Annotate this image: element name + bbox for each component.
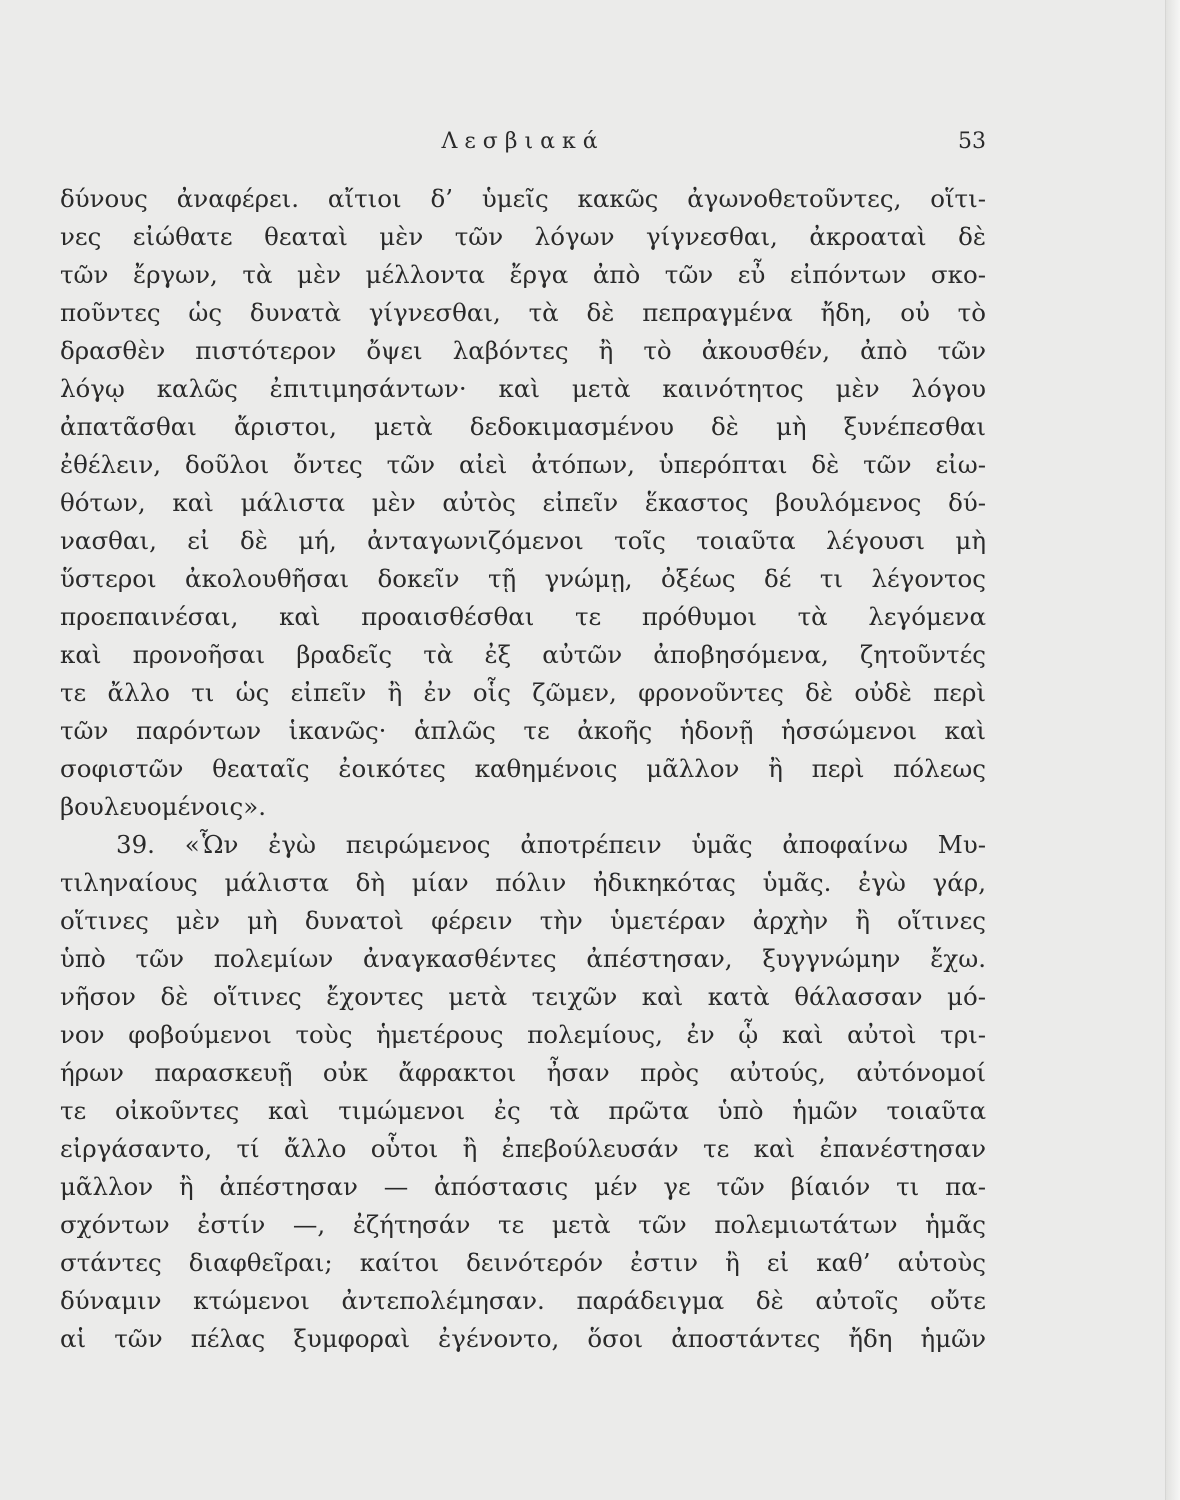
text-line: τιληναίους μάλιστα δὴ μίαν πόλιν ἠδικηκότας ὑμᾶς. ἐγὼ γάρ, [60, 868, 986, 897]
text-line: θότων, καὶ μάλιστα μὲν αὐτὸς εἰπεῖν ἕκαστος βουλόμενος δύ- [60, 488, 986, 517]
text-line-paragraph-end: βουλευομένοις». [60, 792, 267, 821]
text-line: καὶ προνοῆσαι βραδεῖς τὰ ἐξ αὐτῶν ἀποβησόμενα, ζητοῦντές [60, 640, 986, 669]
body-text [60, 180, 986, 1358]
text-line: ἀπατᾶσθαι ἄριστοι, μετὰ δεδοκιμασμένου δὲ μὴ ξυνέπεσθαι [60, 412, 986, 441]
text-line: δύνους ἀναφέρει. αἴτιοι δ’ ὑμεῖς κακῶς ἀγωνοθετοῦντες, οἵτι- [60, 184, 986, 213]
page-number: 53 [958, 129, 986, 154]
text-line: νον φοβούμενοι τοὺς ἡμετέρους πολεμίους, ἐν ᾧ καὶ αὐτοὶ τρι- [60, 1020, 986, 1049]
text-line: ἐθέλειν, δοῦλοι ὄντες τῶν αἰεὶ ἀτόπων, ὑπερόπται δὲ τῶν εἰω- [60, 450, 986, 479]
text-line: σοφιστῶν θεαταῖς ἐοικότες καθημένοις μᾶλλον ἢ περὶ πόλεως [60, 754, 986, 783]
text-line: νῆσον δὲ οἵτινες ἔχοντες μετὰ τειχῶν καὶ κατὰ θάλασσαν μό- [60, 982, 986, 1011]
text-line: τῶν παρόντων ἱκανῶς· ἁπλῶς τε ἀκοῆς ἡδονῇ ἡσσώμενοι καὶ [60, 716, 986, 745]
text-line: δρασθὲν πιστότερον ὄψει λαβόντες ἢ τὸ ἀκουσθέν, ἀπὸ τῶν [60, 336, 986, 365]
text-line: ὑπὸ τῶν πολεμίων ἀναγκασθέντες ἀπέστησαν, ξυγγνώμην ἔχω. [60, 944, 986, 973]
running-title: Λεσβιακά [441, 129, 605, 154]
page-edge [1165, 0, 1180, 1500]
text-line: ὕστεροι ἀκολουθῆσαι δοκεῖν τῇ γνώμῃ, ὀξέως δέ τι λέγοντος [60, 564, 986, 593]
text-line: στάντες διαφθεῖραι; καίτοι δεινότερόν ἐστιν ἢ εἰ καθ’ αὑτοὺς [60, 1248, 986, 1277]
text-line: προεπαινέσαι, καὶ προαισθέσθαι τε πρόθυμοι τὰ λεγόμενα [60, 602, 986, 631]
text-line: δύναμιν κτώμενοι ἀντεπολέμησαν. παράδειγμα δὲ αὐτοῖς οὔτε [60, 1286, 986, 1315]
text-line: τε οἰκοῦντες καὶ τιμώμενοι ἐς τὰ πρῶτα ὑπὸ ἡμῶν τοιαῦτα [60, 1096, 986, 1125]
text-line: ήρων παρασκευῇ οὐκ ἄφρακτοι ἦσαν πρὸς αὐτούς, αὐτόνομοί [60, 1058, 986, 1087]
text-line: τε ἄλλο τι ὡς εἰπεῖν ἢ ἐν οἷς ζῶμεν, φρονοῦντες δὲ οὐδὲ περὶ [60, 678, 986, 707]
text-line: τῶν ἔργων, τὰ μὲν μέλλοντα ἔργα ἀπὸ τῶν εὖ εἰπόντων σκο- [60, 260, 986, 289]
text-line: λόγῳ καλῶς ἐπιτιμησάντων· καὶ μετὰ καινότητος μὲν λόγου [60, 374, 986, 403]
text-line: οἵτινες μὲν μὴ δυνατοὶ φέρειν τὴν ὑμετέραν ἀρχὴν ἢ οἵτινες [60, 906, 986, 935]
text-line: νες εἰώθατε θεαταὶ μὲν τῶν λόγων γίγνεσθαι, ἀκροαταὶ δὲ [60, 222, 986, 251]
text-line: σχόντων ἐστίν —, ἐζήτησάν τε μετὰ τῶν πολεμιωτάτων ἡμᾶς [60, 1210, 986, 1239]
text-line: εἰργάσαντο, τί ἄλλο οὗτοι ἢ ἐπεβούλευσάν τε καὶ ἐπανέστησαν [60, 1134, 986, 1163]
text-line: νασθαι, εἰ δὲ μή, ἀνταγωνιζόμενοι τοῖς τοιαῦτα λέγουσι μὴ [60, 526, 986, 555]
text-line-section-start: 39. «Ὧν ἐγὼ πειρώμενος ἀποτρέπειν ὑμᾶς ἀποφαίνω Μυ- [116, 830, 986, 859]
text-line: ποῦντες ὡς δυνατὰ γίγνεσθαι, τὰ δὲ πεπραγμένα ἤδη, οὐ τὸ [60, 298, 986, 327]
text-line: αἱ τῶν πέλας ξυμφοραὶ ἐγένοντο, ὅσοι ἀποστάντες ἤδη ἡμῶν [60, 1324, 986, 1353]
text-line: μᾶλλον ἢ ἀπέστησαν — ἀπόστασις μέν γε τῶν βίαιόν τι πα- [60, 1172, 986, 1201]
page-header [60, 124, 986, 160]
